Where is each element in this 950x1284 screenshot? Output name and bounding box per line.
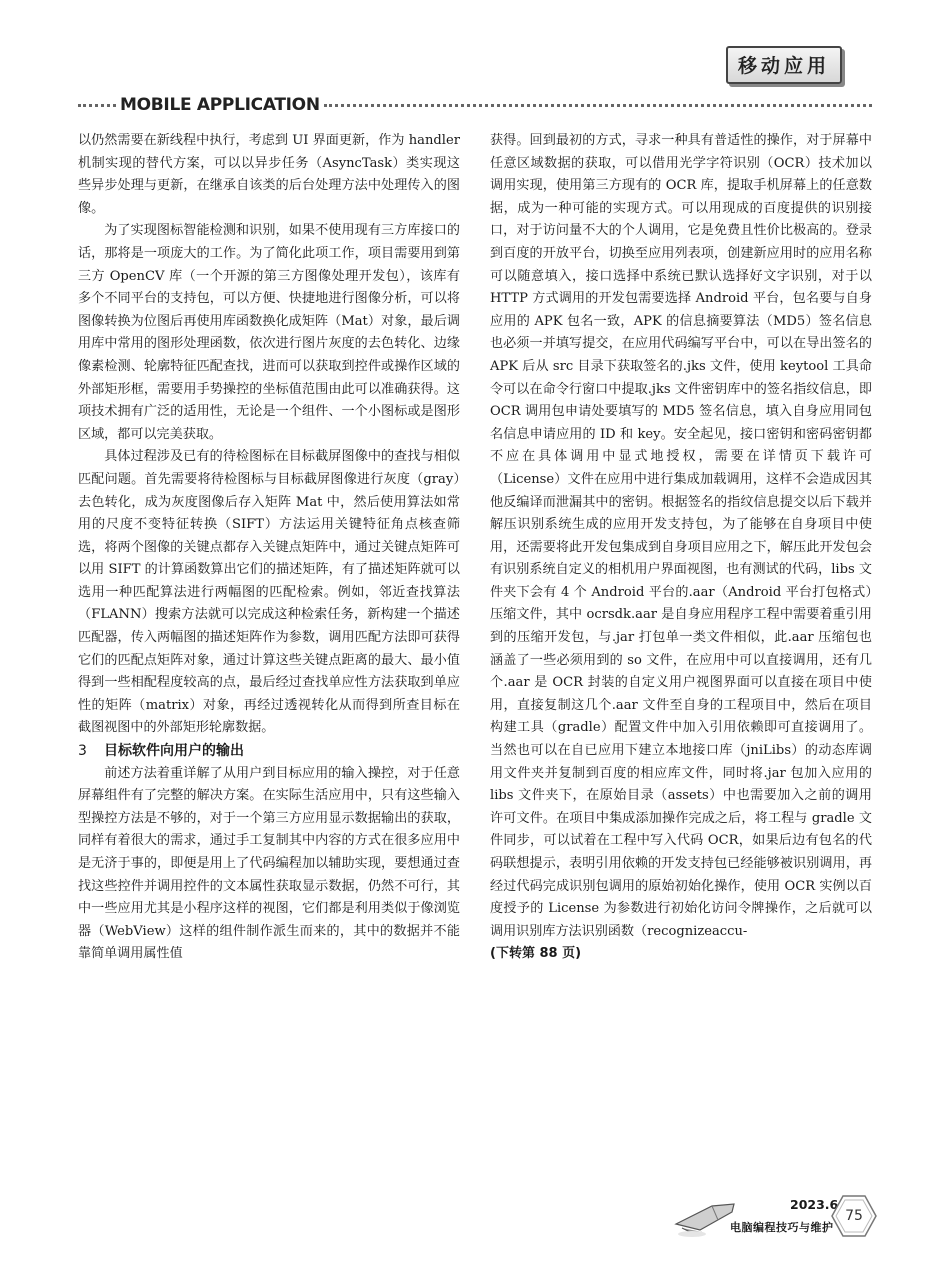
paragraph: 获得。回到最初的方式，寻求一种具有普适性的操作，对于屏幕中任意区域数据的获取，可以借用光学字符识别（OCR）技术加以调用实现，使用第三方现有的 OCR 库，提取手机屏幕上的任意数据，成为一种可能的实现方式。可以用现成的百度提供的识别接口，对于访问量不大的个人调用，它是免费且性价比极高的。登录到百度的开放平台，切换至应用列表项，创建新应用时的应用名称可以随意填入，接口选择中系统已默认选择好文字识别，对于以 HTTP 方式调用的开发包需要选择 Android 平台，包名要与自身应用的 APK 包名一致，APK 的信息摘要算法（MD5）签名信息也必须一并填写提交，在应用代码编写平台中，可以在导出签名的 APK 后从 src 目录下获取签名的.jks 文件，使用 keytool 工具命令可以在命令行窗口中提取.jks 文件密钥库中的签名指纹信息，即 OCR 调用包申请处要填写的 MD5 签名信息，填入自身应用同包名信息申请应用的 ID 和 key。安全起见，接口密钥和密码密钥都不应在具体调用中显式地授权，需要在详情页下载许可（License）文件在应用中进行集成加载调用，这样不会造成因其他反编译而泄漏其中的密钥。根据签名的指纹信息提交以后下载并解压识别系统生成的应用开发支持包，为了能够在自身项目中使用，还需要将此开发包集成到自身项目应用之下，解压此开发包会有识别系统自定义的相机用户界面视图，也有测试的代码，libs 文件夹下会有 4 个 Android 平台的.aar（Android 平台打包格式）压缩文件，其中 ocrsdk.aar 是自身应用程序工程中需要着重引用到的压缩开发包，与.jar 打包单一类文件相似，此.aar 压缩包也涵盖了一些必须用到的 so 文件，在应用中可以直接调用，还有几个.aar 是 OCR 封装的自定义用户视图界面可以直接在项目中使用，直接复制这几个.aar 文件至自身的工程项目中，然后在项目构建工具（gradle）配置文件中加入引用依赖即可直接调用了。当然也可以在自已应用下建立本地接口库（jniLibs）的动态库调用文件夹并复制到百度的相应库文件，同时将.jar 包加入应用的 libs 文件夹下，在原始目录（assets）中也需要加入之前的调用许可文件。在项目中集成添加操作完成之后，将工程与 gradle 文件同步，可以试着在工程中写入代码 OCR，如果后边有包名的代码联想提示，表明引用依赖的开发支持包已经能够被识别调用，再经过代码完成识别包调用的原始初始化操作，使用 OCR 实例以百度授予的 License 为参数进行初始化访问令牌操作，之后就可以调用识别库方法识别函数（recognizeaccu- bbox=[490, 133, 872, 939]
paragraph: 具体过程涉及已有的待检图标在目标截屏图像中的查找与相似匹配问题。首先需要将待检图标与目标截屏图像进行灰度（gray）去色转化，成为灰度图像后存入矩阵 Mat 中，然后使用算法如常用的尺度不变特征转换（SIFT）方法运用关键特征角点核查筛选，将两个图像的关键点都存入关键点矩阵中，通过关键点矩阵可以用 SIFT 的计算函数算出它们的描述矩阵，有了描述矩阵就可以选用一种匹配算法进行两幅图的匹配检索。例如，邻近查找算法（FLANN）搜索方法就可以完成这种检索任务，新构建一个描述匹配器，传入两幅图的描述矩阵作为参数，调用匹配方法即可获得它们的匹配点矩阵对象，通过计算这些关键点距离的最大、最小值得到一些相配程度较高的点，最后经过查找单应性方法获取到单应性的矩阵（matrix）对象，再经过透视转化从而得到所查目标在截图视图中的外部矩形轮廓数据。 bbox=[78, 449, 460, 736]
header-rule-right bbox=[324, 104, 872, 107]
header-rule-left bbox=[78, 104, 116, 107]
section-number: 3 bbox=[78, 743, 87, 760]
continued-note: (下转第 88 页) bbox=[490, 946, 582, 962]
magazine-name: 电脑编程技巧与维护 bbox=[730, 1221, 834, 1234]
section-heading bbox=[78, 740, 460, 763]
section-title: 目标软件向用户的输出 bbox=[104, 743, 244, 760]
paragraph: 为了实现图标智能检测和识别，如果不使用现有三方库接口的话，那将是一项庞大的工作。为了简化此项工作，项目需要用到第三方 OpenCV 库（一个开源的第三方图像处理开发包），该库有多个不同平台的支持包，可以方便、快捷地进行图像分析，可以将图像转换为位图后再使用库函数换化成矩阵（Mat）对象，最后调用库中常用的图形处理函数，依次进行图片灰度的去色转化、边缘像素检测、轮廓特征匹配查找，进而可以获取到控件或操作区域的外部矩形框，需要用手势操控的坐标值范围由此可以准确获得。这项技术拥有广泛的适用性，无论是一个组件、一个小图标或是图形区域，都可以完美获取。 bbox=[78, 223, 460, 442]
paragraph: 前述方法着重详解了从用户到目标应用的输入操控，对于任意屏幕组件有了完整的解决方案。在实际生活应用中，只有这些输入型操控方法是不够的，对于一个第三方应用显示数据输出的获取，同样有着很大的需求，通过手工复制其中内容的方式在很多应用中是无济于事的，即便是用上了代码编程加以辅助实现，要想通过查找这些控件并调用控件的文本属性获取显示数据，仍然不可行，其中一些应用尤其是小程序这样的视图，它们都是利用类似于像浏览器（WebView）这样的组件制作派生而来的，其中的数据并不能靠简单调用属性值 bbox=[78, 765, 460, 962]
page-number-badge bbox=[830, 1194, 878, 1238]
section-tag: 移动应用 bbox=[726, 46, 842, 84]
header-banner bbox=[78, 96, 872, 114]
paragraph: 以仍然需要在新线程中执行，考虑到 UI 界面更新，作为 handler 机制实现的替代方案，可以以异步任务（AsyncTask）类实现这些异步处理与更新，在继承自该类的后台处理方法中处理传入的图像。 bbox=[78, 133, 460, 216]
header-banner-label: MOBILE APPLICATION bbox=[120, 95, 320, 115]
right-column bbox=[490, 130, 872, 966]
left-column bbox=[78, 130, 460, 966]
issue-date: 2023.6 bbox=[790, 1197, 839, 1212]
page-number: 75 bbox=[845, 1208, 863, 1224]
